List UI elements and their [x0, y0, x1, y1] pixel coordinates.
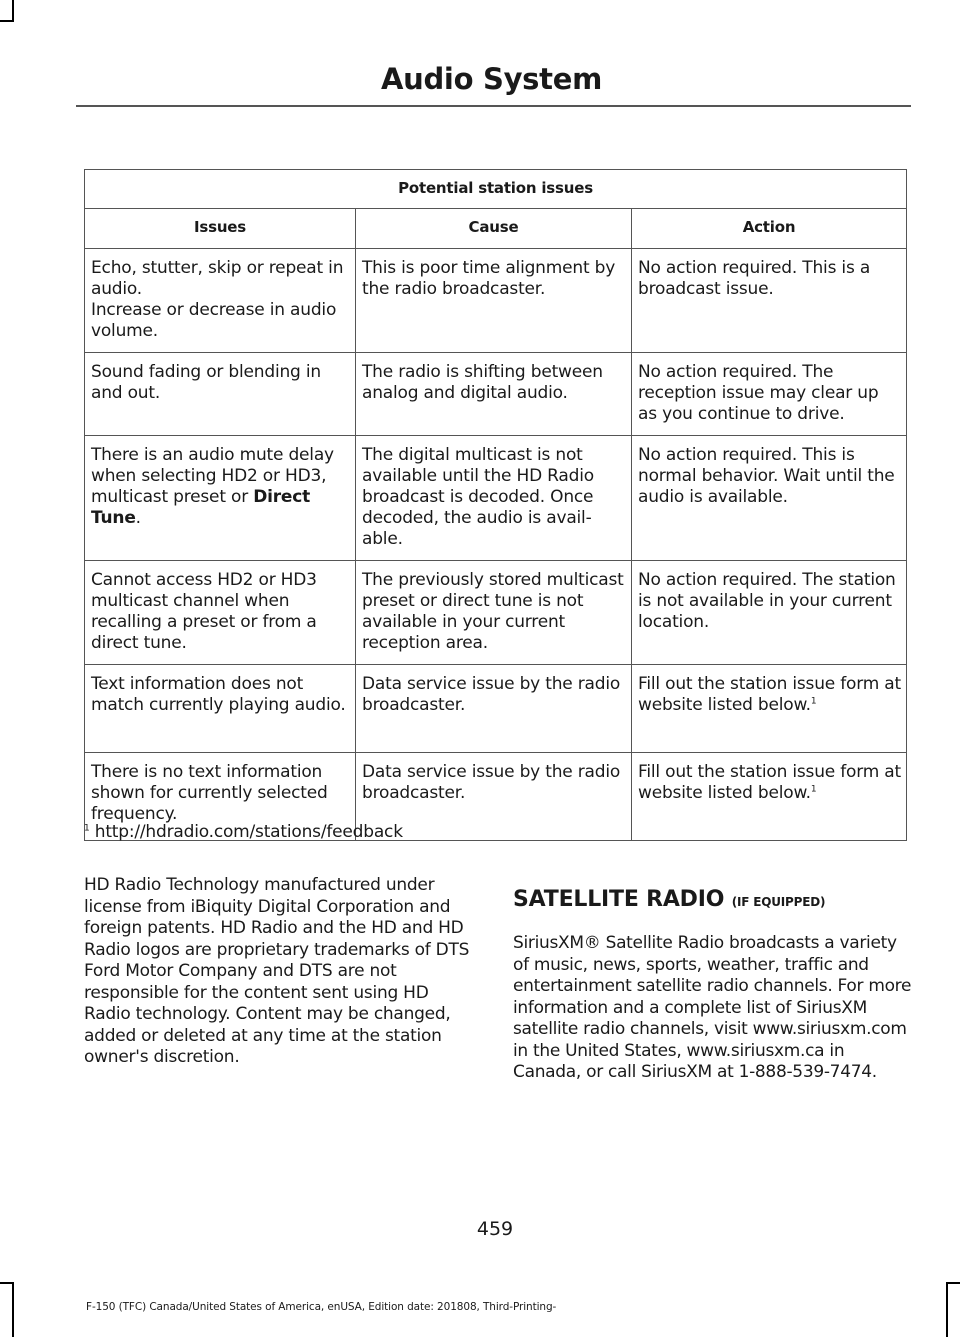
- issue-text: There is an audio mute delay when selecting HD2 or HD3, multicast preset or: [91, 445, 334, 507]
- table-caption: Potential station issues: [85, 170, 907, 209]
- action-cell: [632, 753, 907, 841]
- issue-cell: [85, 436, 356, 561]
- action-text: Fill out the station issue form at website listed below.: [638, 762, 901, 803]
- cause-cell: The radio is shifting between analog and digital audio.: [356, 353, 632, 436]
- table-header-row: [85, 209, 907, 249]
- hd-radio-license-paragraph: HD Radio Technology manufactured under license from iBiquity Digital Corporation and foreign patents. HD Radio and the HD and HD Radio logos are proprietary trademarks of DTS Ford Motor Company and DTS are not responsible for the content sent using HD Radio technology. Content may be changed, added or deleted at any time at the station owner's discretion.: [84, 875, 470, 1067]
- cause-cell: The digital multicast is not available until the HD Radio broadcast is decoded. Once decoded, the audio is avail-able.: [356, 436, 632, 561]
- footnote-reference: 1: [810, 696, 817, 707]
- action-cell: [632, 665, 907, 753]
- issue-cell: [85, 249, 356, 353]
- direct-tune-label: Direct Tune: [91, 487, 311, 528]
- issue-suffix: .: [135, 508, 141, 528]
- issue-cell: There is no text information shown for currently selected frequency.: [85, 753, 356, 841]
- cause-cell: The previously stored multicast preset or direct tune is not available in your current reception area.: [356, 561, 632, 665]
- page-number: 459: [476, 1218, 514, 1240]
- action-cell: No action required. The station is not available in your current location.: [632, 561, 907, 665]
- crop-mark-bottom-right: [946, 1282, 948, 1337]
- action-cell: No action required. This is a broadcast issue.: [632, 249, 907, 353]
- crop-mark-top-left: [12, 0, 14, 22]
- action-text: Fill out the station issue form at website listed below.: [638, 674, 901, 715]
- issue-line: Increase or decrease in audio volume.: [91, 300, 337, 341]
- page-title: Audio System: [380, 62, 602, 96]
- potential-station-issues-table: [84, 169, 907, 841]
- column-header-cause: Cause: [356, 209, 632, 249]
- table-row: [85, 436, 907, 561]
- crop-mark-bottom-right-h: [946, 1282, 960, 1284]
- action-cell: No action required. This is normal behavior. Wait until the audio is available.: [632, 436, 907, 561]
- issue-cell: Text information does not match currently playing audio.: [85, 665, 356, 753]
- cause-cell: Data service issue by the radio broadcaster.: [356, 665, 632, 753]
- issue-line: Echo, stutter, skip or repeat in audio.: [91, 258, 344, 299]
- column-header-action: Action: [632, 209, 907, 249]
- footnote-marker: 1: [84, 823, 90, 834]
- cause-cell: This is poor time alignment by the radio broadcaster.: [356, 249, 632, 353]
- satellite-radio-paragraph: SiriusXM® Satellite Radio broadcasts a variety of music, news, sports, weather, traffic and entertainment satellite radio channels. For more information and a complete list of SiriusXM satellite radio channels, visit www.siriusxm.com in the United States, www.siriusxm.ca in Canada, or call SiriusXM at 1-888-539-7474.: [513, 933, 912, 1082]
- issue-cell: Cannot access HD2 or HD3 multicast channel when recalling a preset or from a direct tune.: [85, 561, 356, 665]
- table-row: [85, 353, 907, 436]
- footnote-url: http://hdradio.com/stations/feedback: [94, 822, 403, 842]
- crop-mark-bottom-left-h: [0, 1282, 14, 1284]
- crop-mark-top-left-h: [0, 20, 14, 22]
- table-row: [85, 249, 907, 353]
- column-header-issues: Issues: [85, 209, 356, 249]
- footer-edition-line: F-150 (TFC) Canada/United States of America, enUSA, Edition date: 201808, Third-Printing-: [86, 1301, 557, 1313]
- table-caption-row: [85, 170, 907, 209]
- action-cell: No action required. The reception issue may clear up as you continue to drive.: [632, 353, 907, 436]
- section-heading: [513, 887, 913, 912]
- header-rule: [76, 105, 911, 107]
- footnote-reference: 1: [810, 784, 817, 795]
- table-row: [85, 561, 907, 665]
- crop-mark-bottom-left: [12, 1282, 14, 1337]
- cause-cell: Data service issue by the radio broadcaster.: [356, 753, 632, 841]
- table-row: [85, 665, 907, 753]
- section-qualifier: (IF EQUIPPED): [731, 895, 826, 909]
- issue-cell: Sound fading or blending in and out.: [85, 353, 356, 436]
- section-heading-text: SATELLITE RADIO: [513, 887, 725, 912]
- table-footnote: [84, 822, 403, 842]
